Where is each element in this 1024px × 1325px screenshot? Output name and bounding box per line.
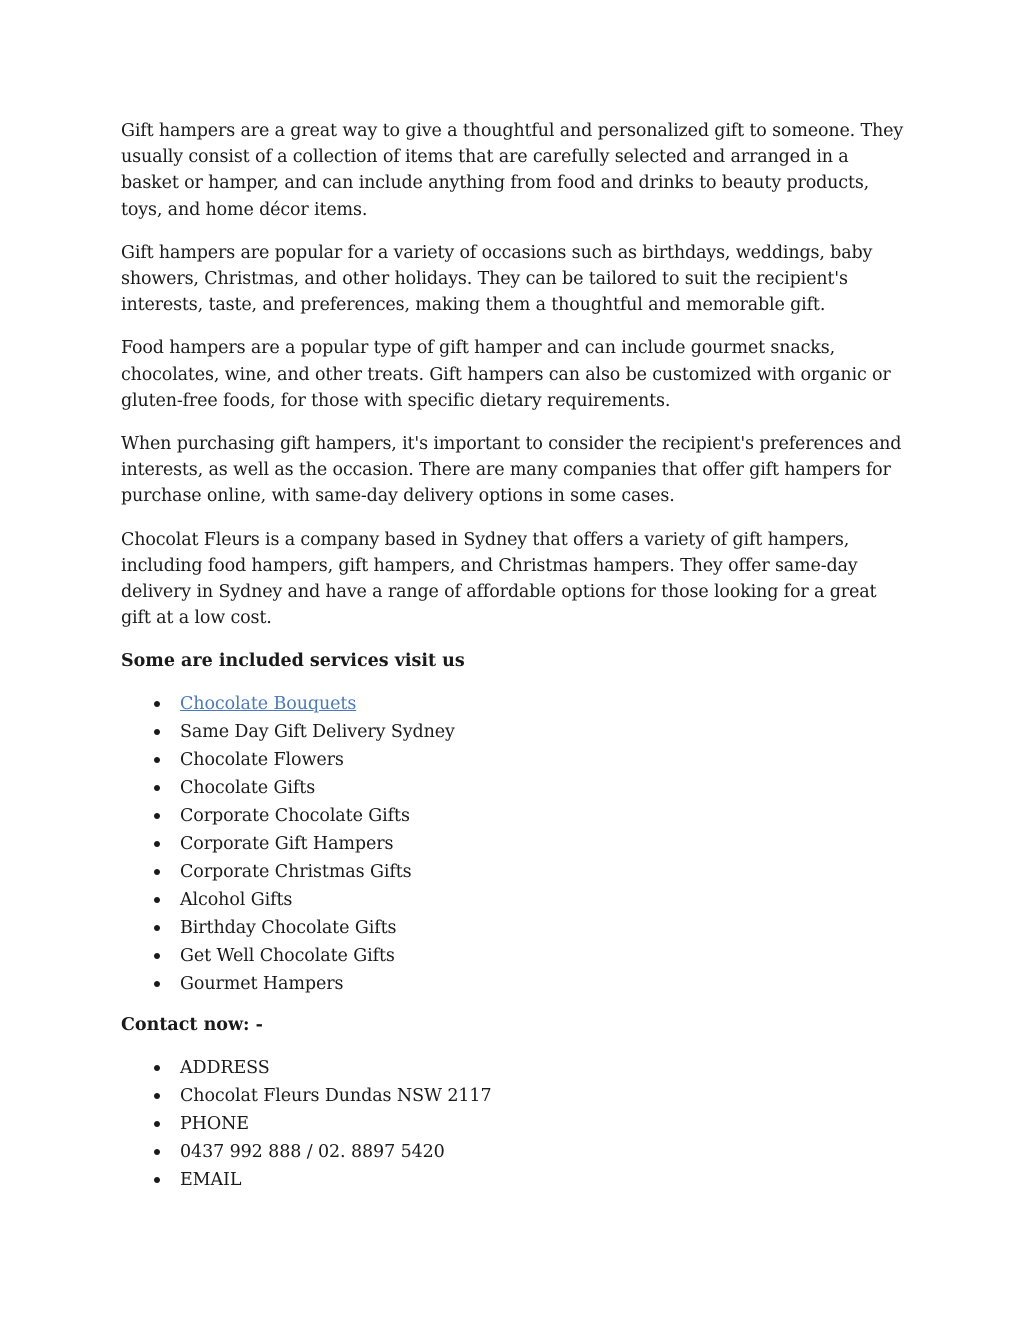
bullet-icon bbox=[154, 953, 160, 959]
list-item bbox=[121, 746, 911, 774]
bullet-icon bbox=[154, 897, 160, 903]
phone-value: 0437 992 888 / 02. 8897 5420 bbox=[180, 1142, 445, 1163]
list-item bbox=[121, 774, 911, 802]
food-hampers-paragraph: Food hampers are a popular type of gift hamper and can include gourmet snacks, chocolates, wine, and other treats. Gift hampers can also be customized with organic or gluten-free foods, for those with specific dietary requirements. bbox=[121, 338, 891, 411]
services-list bbox=[121, 690, 911, 998]
bullet-icon bbox=[154, 1065, 160, 1071]
list-item bbox=[121, 1054, 911, 1082]
list-item bbox=[121, 942, 911, 970]
bullet-icon bbox=[154, 701, 160, 707]
company-paragraph: Chocolat Fleurs is a company based in Sydney that offers a variety of gift hampers, including food hampers, gift hampers, and Christmas hampers. They offer same-day delivery in Sydney and have a range of affordable options for those looking for a great gift at a low cost. bbox=[121, 529, 877, 629]
purchasing-paragraph: When purchasing gift hampers, it's important to consider the recipient's preferences and interests, as well as the occasion. There are many companies that offer gift hampers for purchase online, with same-day delivery options in some cases. bbox=[121, 434, 902, 507]
service-label: Corporate Christmas Gifts bbox=[180, 862, 412, 883]
list-item bbox=[121, 1110, 911, 1138]
document-page bbox=[121, 118, 911, 1208]
bullet-icon bbox=[154, 729, 160, 735]
service-label: Alcohol Gifts bbox=[180, 890, 293, 911]
occasions-paragraph: Gift hampers are popular for a variety of occasions such as birthdays, weddings, baby showers, Christmas, and other holidays. They can be tailored to suit the recipient's interests, taste, and preferences, making them a thoughtful and memorable gift. bbox=[121, 242, 873, 316]
service-label: Same Day Gift Delivery Sydney bbox=[180, 722, 455, 743]
bullet-icon bbox=[154, 981, 160, 987]
bullet-icon bbox=[154, 785, 160, 791]
service-label: Chocolate Flowers bbox=[180, 750, 344, 771]
list-item bbox=[121, 1082, 911, 1110]
bullet-icon bbox=[154, 757, 160, 763]
list-item bbox=[121, 914, 911, 942]
bullet-icon bbox=[154, 841, 160, 847]
list-item bbox=[121, 886, 911, 914]
services-heading: Some are included services visit us bbox=[121, 651, 465, 672]
bullet-icon bbox=[154, 1093, 160, 1099]
list-item bbox=[121, 830, 911, 858]
list-item bbox=[121, 858, 911, 886]
list-item bbox=[121, 718, 911, 746]
phone-label: PHONE bbox=[180, 1114, 249, 1135]
service-label: Chocolate Gifts bbox=[180, 778, 316, 799]
bullet-icon bbox=[154, 925, 160, 931]
list-item bbox=[121, 690, 911, 718]
list-item bbox=[121, 1166, 911, 1194]
service-label: Get Well Chocolate Gifts bbox=[180, 946, 395, 967]
email-label: EMAIL bbox=[180, 1170, 242, 1191]
bullet-icon bbox=[154, 1121, 160, 1127]
contact-list bbox=[121, 1054, 911, 1194]
list-item bbox=[121, 970, 911, 998]
service-label: Corporate Chocolate Gifts bbox=[180, 806, 410, 827]
bullet-icon bbox=[154, 1177, 160, 1183]
intro-paragraph: Gift hampers are a great way to give a thoughtful and personalized gift to someone. They usually consist of a collection of items that are carefully selected and arranged in a basket or hamper, and can include anything from food and drinks to beauty products, toys, and home décor items. bbox=[121, 121, 904, 220]
service-label: Gourmet Hampers bbox=[180, 974, 344, 995]
address-value: Chocolat Fleurs Dundas NSW 2117 bbox=[180, 1086, 492, 1107]
bullet-icon bbox=[154, 1149, 160, 1155]
bullet-icon bbox=[154, 813, 160, 819]
contact-heading: Contact now: - bbox=[121, 1015, 263, 1036]
list-item bbox=[121, 802, 911, 830]
chocolate-bouquets-link[interactable]: Chocolate Bouquets bbox=[180, 694, 357, 715]
list-item bbox=[121, 1138, 911, 1166]
address-label: ADDRESS bbox=[180, 1058, 270, 1079]
service-label: Birthday Chocolate Gifts bbox=[180, 918, 397, 939]
bullet-icon bbox=[154, 869, 160, 875]
service-label: Corporate Gift Hampers bbox=[180, 834, 394, 855]
